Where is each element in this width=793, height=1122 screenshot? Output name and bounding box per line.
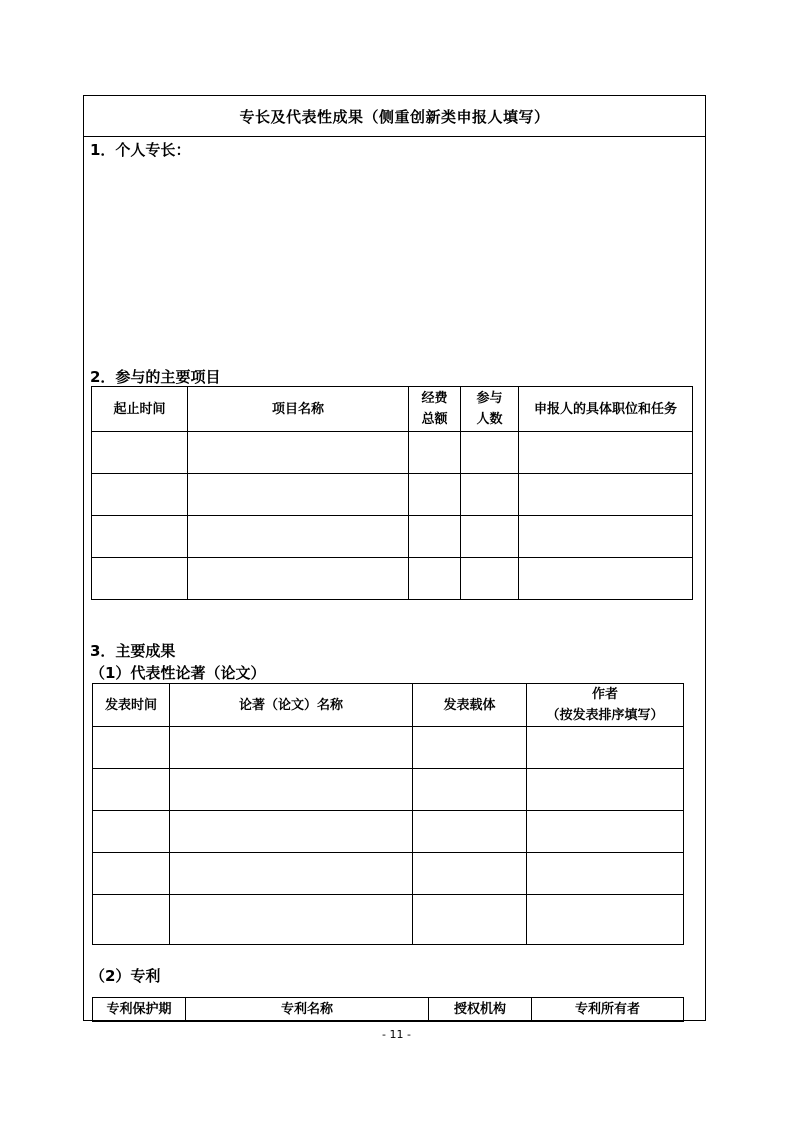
col-publication-name: 论著（论文）名称 [170,684,413,727]
cell[interactable] [93,895,170,945]
cell[interactable] [413,811,527,853]
col-authors: 作者 （按发表排序填写） [527,684,684,727]
cell[interactable] [170,853,413,895]
cell[interactable] [188,558,409,600]
cell[interactable] [409,516,461,558]
cell[interactable] [93,811,170,853]
cell[interactable] [170,895,413,945]
cell[interactable] [413,895,527,945]
cell[interactable] [519,516,693,558]
patents-label: （2）专利 [90,967,161,985]
projects-table [91,386,693,600]
projects-label: 2．参与的主要项目 [90,368,221,386]
cell[interactable] [409,474,461,516]
col-project-name: 项目名称 [188,387,409,432]
col-publish-date: 发表时间 [93,684,170,727]
achievements-label: 3．主要成果 [90,642,176,660]
cell[interactable] [413,853,527,895]
cell[interactable] [409,558,461,600]
cell[interactable] [170,727,413,769]
cell[interactable] [413,727,527,769]
cell[interactable] [527,853,684,895]
col-granting-authority: 授权机构 [429,998,532,1022]
projects-header-row [92,387,693,432]
col-patent-owner: 专利所有者 [532,998,684,1022]
table-row [92,516,693,558]
cell[interactable] [461,516,519,558]
patents-header-row [93,998,684,1022]
cell[interactable] [519,474,693,516]
cell[interactable] [519,558,693,600]
cell[interactable] [527,811,684,853]
cell[interactable] [188,432,409,474]
col-patent-name: 专利名称 [186,998,429,1022]
form-title: 专长及代表性成果（侧重创新类申报人填写） [84,96,705,137]
cell[interactable] [92,432,188,474]
table-row [93,727,684,769]
table-row [92,558,693,600]
cell[interactable] [519,432,693,474]
cell[interactable] [93,769,170,811]
cell[interactable] [92,516,188,558]
col-period: 起止时间 [92,387,188,432]
cell[interactable] [188,516,409,558]
cell[interactable] [461,558,519,600]
cell[interactable] [527,769,684,811]
table-row [92,432,693,474]
col-patent-term: 专利保护期 [93,998,186,1022]
cell[interactable] [92,558,188,600]
cell[interactable] [188,474,409,516]
col-participants: 参与 人数 [461,387,519,432]
table-row [93,895,684,945]
table-row [93,853,684,895]
cell[interactable] [93,853,170,895]
cell[interactable] [170,769,413,811]
cell[interactable] [170,811,413,853]
cell[interactable] [93,727,170,769]
cell[interactable] [413,769,527,811]
page-number: - 11 - [382,1028,411,1041]
table-row [92,474,693,516]
patents-table [92,997,684,1022]
publications-table [92,683,684,945]
table-row [93,811,684,853]
cell[interactable] [527,895,684,945]
table-row [93,769,684,811]
cell[interactable] [92,474,188,516]
cell[interactable] [527,727,684,769]
cell[interactable] [409,432,461,474]
publications-header-row [93,684,684,727]
col-funding: 经费 总额 [409,387,461,432]
cell[interactable] [461,474,519,516]
col-publication-venue: 发表载体 [413,684,527,727]
publications-label: （1）代表性论著（论文） [90,664,266,682]
cell[interactable] [461,432,519,474]
col-role: 申报人的具体职位和任务 [519,387,693,432]
personal-expertise-label: 1．个人专长： [90,141,191,159]
